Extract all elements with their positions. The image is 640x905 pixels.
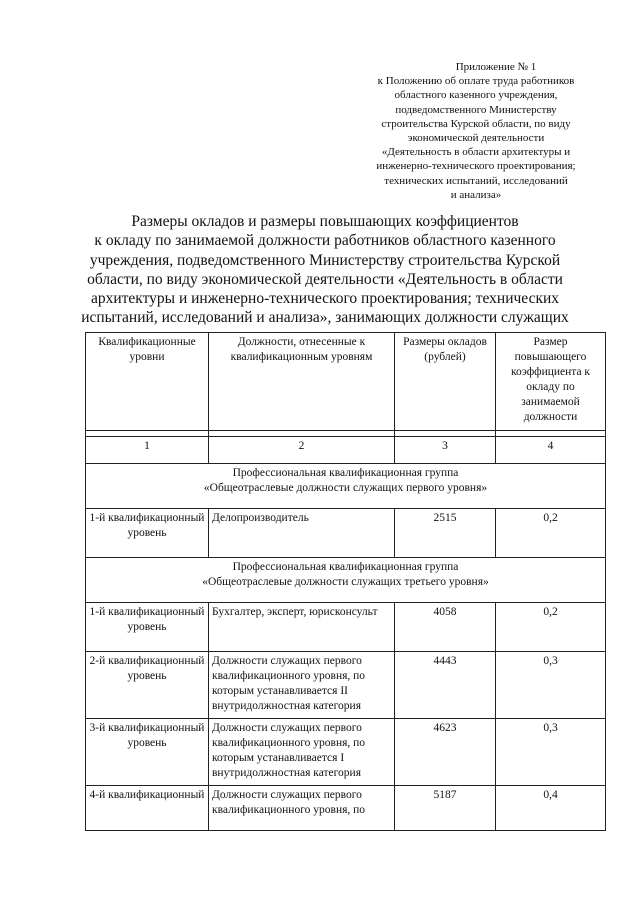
group-title-line: Профессиональная квалификационная группа: [232, 561, 459, 573]
table-row: [86, 652, 606, 719]
group-header-row: [86, 558, 606, 603]
table-row: [86, 719, 606, 786]
coefficient-cell: 0,2: [496, 509, 606, 558]
salary-table: [85, 332, 606, 831]
title-line: области, по виду экономической деятельности «Деятельность в области: [87, 270, 563, 288]
table-header-row: [86, 333, 606, 431]
level-cell: 2-й квалификационный уровень: [86, 652, 209, 719]
salary-cell: 2515: [395, 509, 496, 558]
title-line: архитектуры и инженерно-технического проектирования; технических: [90, 290, 560, 308]
title-line: к окладу по занимаемой должности работников областного казенного: [94, 232, 556, 250]
column-number: 3: [395, 437, 496, 464]
title-line: Размеры окладов и размеры повышающих коэффициентов: [131, 213, 519, 230]
salary-cell: 4058: [395, 603, 496, 652]
group-title-line: «Общеотраслевые должности служащих первого уровня»: [203, 482, 488, 494]
level-cell: 1-й квалификационный уровень: [86, 603, 209, 652]
appendix-line: к Положению об оплате труда работников: [377, 75, 575, 88]
group-header-row: [86, 464, 606, 509]
appendix-line: и анализа»: [450, 188, 502, 201]
position-cell: Должности служащих первого квалификационного уровня, по которым устанавливается II внутридолжностная категория: [209, 652, 395, 719]
appendix-block: [352, 60, 600, 202]
title-line: учреждения, подведомственного Министерству строительства Курской: [89, 251, 561, 269]
group-title: [86, 558, 606, 603]
position-cell: Должности служащих первого квалификационного уровня, по: [209, 786, 395, 831]
level-cell: 1-й квалификационный уровень: [86, 509, 209, 558]
group-title-line: Профессиональная квалификационная группа: [232, 467, 459, 479]
appendix-line: подведомственного Министерству: [395, 103, 557, 116]
appendix-line: областного казенного учреждения,: [394, 89, 558, 102]
header-cell-salary: Размеры окладов (рублей): [395, 333, 496, 431]
appendix-line: экономической деятельности: [407, 132, 545, 145]
coefficient-cell: 0,3: [496, 652, 606, 719]
column-number: 4: [496, 437, 606, 464]
appendix-title: Приложение № 1: [455, 61, 537, 73]
title-line: испытаний, исследований и анализа», занимающих должности служащих: [81, 309, 569, 327]
level-cell: 3-й квалификационный уровень: [86, 719, 209, 786]
coefficient-cell: 0,3: [496, 719, 606, 786]
group-title: [86, 464, 606, 509]
column-number: 1: [86, 437, 209, 464]
table-row: [86, 509, 606, 558]
level-cell: 4-й квалификационный: [86, 786, 209, 831]
header-cell-levels: Квалификационные уровни: [86, 333, 209, 431]
salary-cell: 4623: [395, 719, 496, 786]
appendix-line: «Деятельность в области архитектуры и: [381, 146, 571, 159]
appendix-line: технических испытаний, исследований: [384, 174, 568, 187]
salary-cell: 4443: [395, 652, 496, 719]
appendix-line: инженерно-технического проектирования;: [376, 160, 576, 173]
header-cell-positions: Должности, отнесенные к квалификационным уровням: [209, 333, 395, 431]
position-cell: Делопроизводитель: [209, 509, 395, 558]
position-cell: Бухгалтер, эксперт, юрисконсульт: [209, 603, 395, 652]
column-number-row: [86, 437, 606, 464]
table-row: [86, 603, 606, 652]
coefficient-cell: 0,4: [496, 786, 606, 831]
table-row: [86, 786, 606, 831]
coefficient-cell: 0,2: [496, 603, 606, 652]
group-title-line: «Общеотраслевые должности служащих третьего уровня»: [202, 576, 489, 588]
position-cell: Должности служащих первого квалификационного уровня, по которым устанавливается I внутридолжностная категория: [209, 719, 395, 786]
salary-cell: 5187: [395, 786, 496, 831]
header-cell-coefficient: Размер повышающего коэффициента к окладу по занимаемой должности: [496, 333, 606, 431]
document-title: [40, 212, 610, 328]
appendix-line: строительства Курской области, по виду: [381, 117, 571, 130]
column-number: 2: [209, 437, 395, 464]
